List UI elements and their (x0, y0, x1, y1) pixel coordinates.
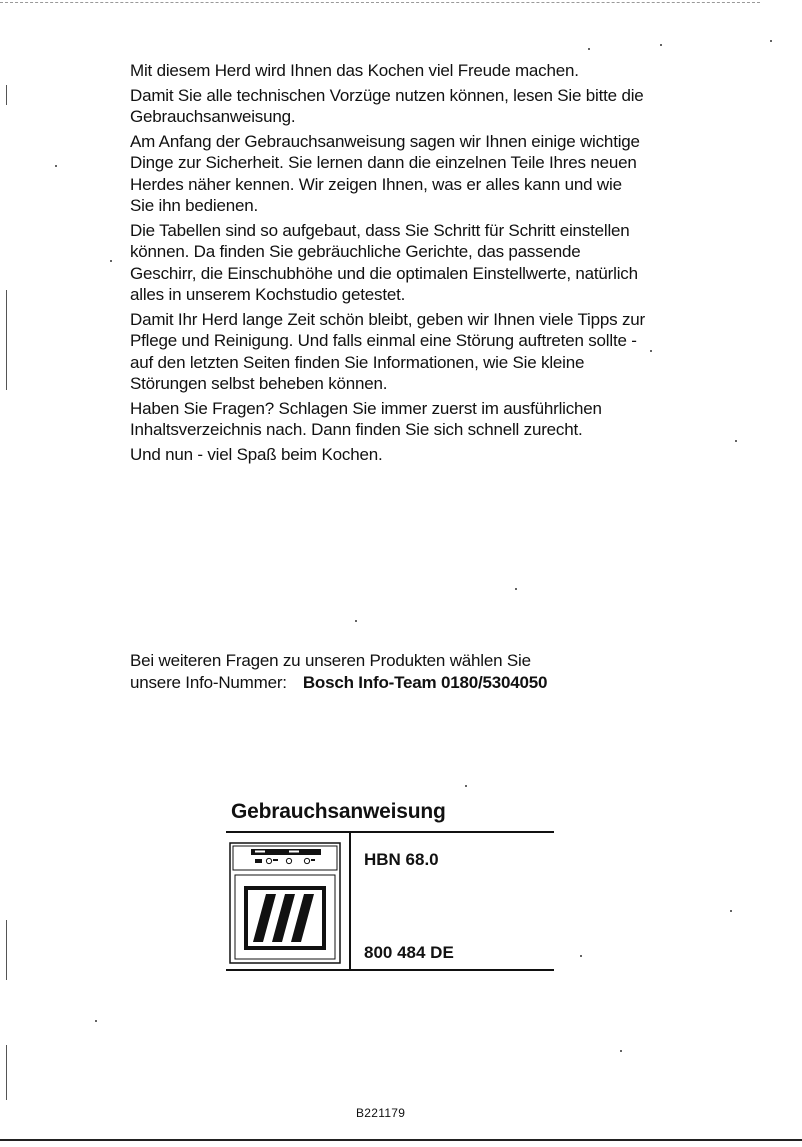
intro-paragraph: Die Tabellen sind so aufgebaut, dass Sie Schritt für Schritt einstellen können. Da finden Sie gebräuchliche Gerichte, das passende Geschirr, die Einschubhöhe und die optimalen Einstellwerte, natürlich alles in unserem Kochstudio getestet. (130, 220, 638, 304)
scan-speck (55, 165, 57, 167)
title-rule (226, 831, 554, 833)
scan-speck (730, 910, 732, 912)
oven-icon (229, 842, 341, 964)
scan-speck (735, 440, 737, 442)
hotline-label: unsere Info-Nummer: (130, 673, 287, 692)
scan-speck (650, 350, 652, 352)
info-hotline (130, 650, 690, 694)
intro-paragraph: Damit Sie alle technischen Vorzüge nutzen können, lesen Sie bitte die Gebrauchsanweisung. (130, 85, 644, 126)
top-edge-rule (0, 2, 760, 3)
scan-edge-mark (6, 290, 7, 390)
scan-speck (110, 260, 112, 262)
hotline-number: Bosch Info-Team 0180/5304050 (302, 673, 548, 692)
intro-paragraph: Und nun - viel Spaß beim Kochen. (130, 444, 383, 464)
scan-edge-mark (6, 920, 7, 980)
scan-speck (515, 588, 517, 590)
scan-speck (588, 48, 590, 50)
intro-text (130, 60, 645, 468)
scan-edge-mark (6, 85, 7, 105)
title-block-bottom-rule (226, 969, 554, 971)
bottom-edge-rule (0, 1139, 802, 1141)
document-number: 800 484 DE (364, 943, 454, 962)
hotline-number-line (130, 672, 690, 694)
intro-paragraph: Damit Ihr Herd lange Zeit schön bleibt, geben wir Ihnen viele Tipps zur Pflege und Reinigung. Und falls einmal eine Störung auftreten sollte - auf den letzten Seiten finden Sie Informationen, wie Sie kleine Störungen selbst beheben können. (130, 309, 645, 393)
intro-paragraph: Mit diesem Herd wird Ihnen das Kochen viel Freude machen. (130, 61, 579, 80)
model-number: HBN 68.0 (364, 850, 439, 869)
scan-speck (355, 620, 357, 622)
scan-speck (465, 785, 467, 787)
scan-edge-mark (6, 1045, 7, 1100)
title-block-divider (349, 832, 351, 969)
scan-speck (660, 44, 662, 46)
hotline-intro: Bei weiteren Fragen zu unseren Produkten wählen Sie (130, 651, 531, 670)
intro-paragraph: Am Anfang der Gebrauchsanweisung sagen wir Ihnen einige wichtige Dinge zur Sicherheit. Sie lernen dann die einzelnen Teile Ihres neuen Herdes näher kennen. Wir zeigen Ihnen, was er alles kann und wie Sie ihn bedienen. (130, 131, 640, 215)
scan-speck (95, 1020, 97, 1022)
manual-title: Gebrauchsanweisung (231, 800, 446, 823)
scan-speck (580, 955, 582, 957)
scan-speck (620, 1050, 622, 1052)
scan-speck (770, 40, 772, 42)
intro-paragraph: Haben Sie Fragen? Schlagen Sie immer zuerst im ausführlichen Inhaltsverzeichnis nach. Dann finden Sie sich schnell zurecht. (130, 398, 602, 439)
print-code: B221179 (356, 1106, 406, 1120)
